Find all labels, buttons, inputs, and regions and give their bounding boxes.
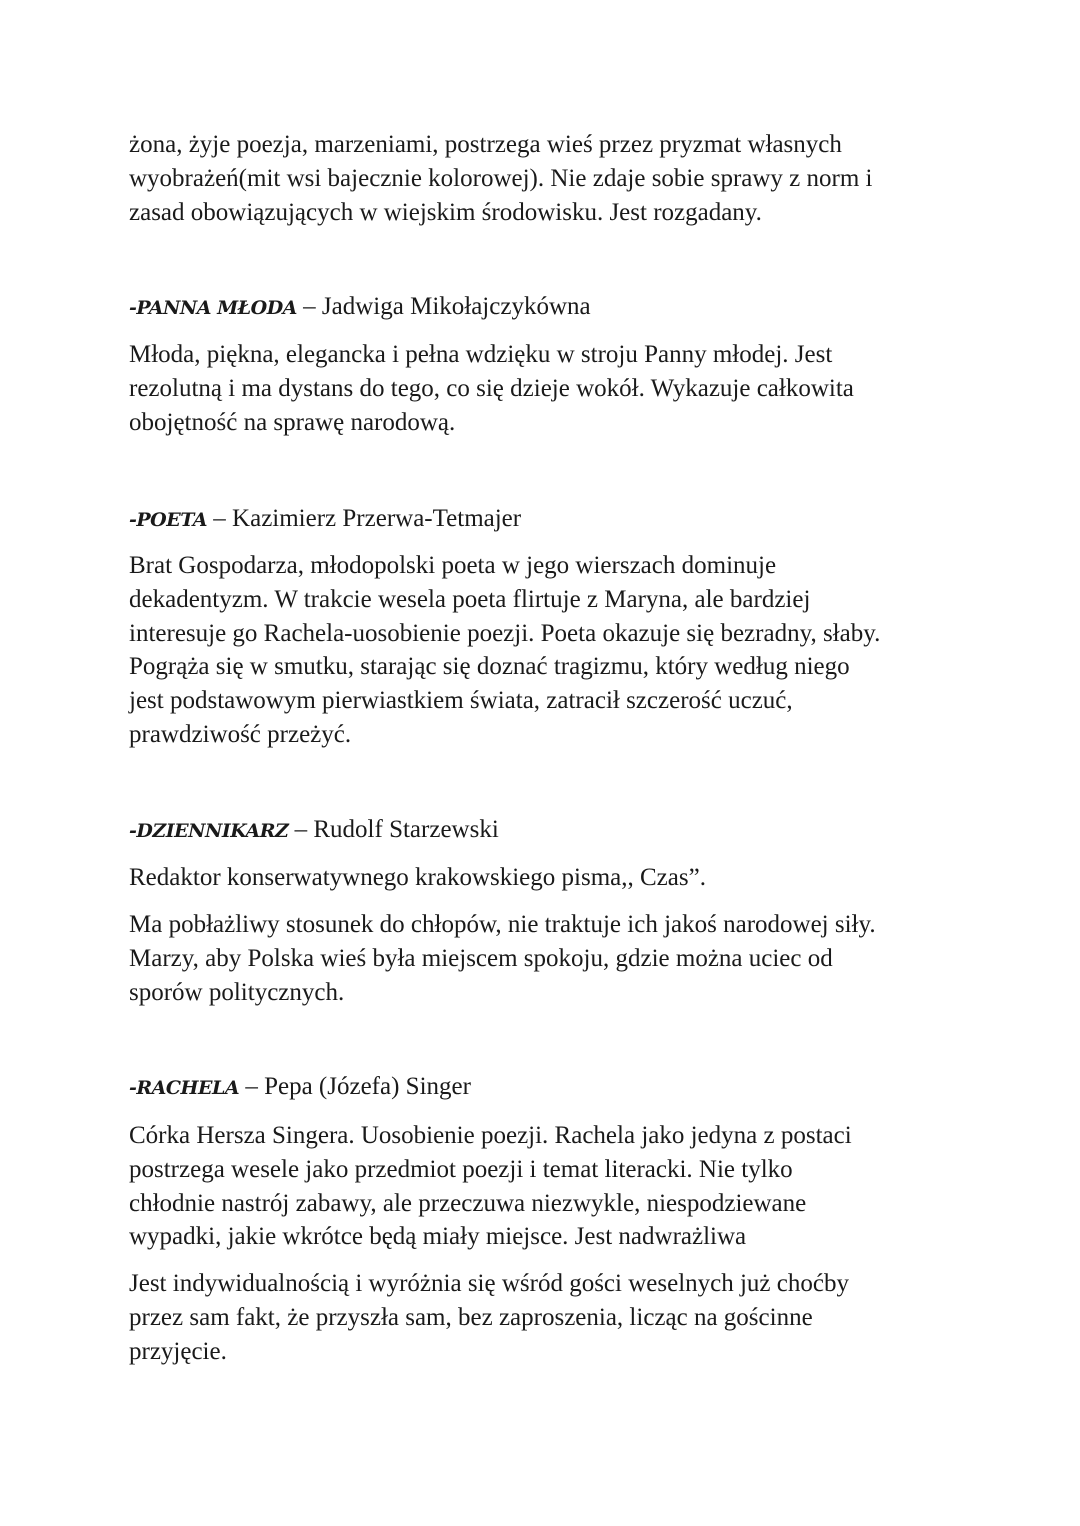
text-line: dekadentyzm. W trakcie wesela poeta flirtuje z Maryna, ale bardziej: [129, 585, 811, 613]
character-person: – Rudolf Starzewski: [288, 816, 499, 843]
character-role: -PANNA MŁODA: [129, 297, 297, 319]
text-line: wyobrażeń(mit wsi bajecznie kolorowej). Nie zdaje sobie sprawy z norm i: [129, 164, 873, 192]
text-line: sporów politycznych.: [129, 978, 345, 1006]
paragraph: [129, 549, 969, 752]
paragraph: [129, 128, 969, 229]
text-line: Marzy, aby Polska wieś była miejscem spokoju, gdzie można uciec od: [129, 944, 833, 972]
text-line: prawdziwość przeżyć.: [129, 720, 352, 748]
character-role: -POETA: [129, 509, 208, 531]
text-line: żona, żyje poezja, marzeniami, postrzega wieś przez pryzmat własnych: [129, 131, 842, 158]
text-line: Córka Hersza Singera. Uosobienie poezji. Rachela jako jedyna z postaci: [129, 1122, 852, 1149]
character-role: -DZIENNIKARZ: [129, 820, 289, 842]
text-line: jest podstawowym pierwiastkiem świata, zatracił szczerość uczuć,: [129, 687, 793, 715]
text-line: zasad obowiązujących w wiejskim środowisku. Jest rozgadany.: [129, 198, 762, 226]
character-person: – Kazimierz Przerwa-Tetmajer: [207, 505, 522, 532]
text-line: rezolutną i ma dystans do tego, co się dzieje wokół. Wykazuje całkowita: [129, 374, 854, 402]
character-heading: [129, 1070, 969, 1105]
character-heading: [129, 813, 969, 848]
text-line: przyjęcie.: [129, 1337, 227, 1365]
paragraph: [129, 338, 969, 439]
paragraph: [129, 861, 969, 895]
text-line: postrzega wesele jako przedmiot poezji i temat literacki. Nie tylko: [129, 1155, 793, 1183]
character-person: – Pepa (Józefa) Singer: [239, 1073, 471, 1100]
text-line: wypadki, jakie wkrótce będą miały miejsce. Jest nadwrażliwa: [129, 1223, 747, 1251]
character-role: -RACHELA: [129, 1077, 240, 1099]
text-line: przez sam fakt, że przyszła sam, bez zaproszenia, licząc na gościnne: [129, 1303, 813, 1331]
paragraph: [129, 1267, 969, 1368]
character-heading: [129, 502, 969, 537]
paragraph: [129, 1119, 969, 1254]
text-line: chłodnie nastrój zabawy, ale przeczuwa niezwykle, niespodziewane: [129, 1189, 807, 1217]
text-line: obojętność na sprawę narodową.: [129, 408, 456, 436]
text-line: Brat Gospodarza, młodopolski poeta w jego wierszach dominuje: [129, 552, 777, 579]
paragraph: [129, 908, 969, 1009]
text-line: Młoda, piękna, elegancka i pełna wdzięku w stroju Panny młodej. Jest: [129, 341, 833, 368]
text-line: Ma pobłażliwy stosunek do chłopów, nie traktuje ich jakoś narodowej siły.: [129, 911, 876, 938]
text-line: Pogrąża się w smutku, starając się doznać tragizmu, który według niego: [129, 653, 850, 681]
text-line: Jest indywidualnością i wyróżnia się wśród gości weselnych już choćby: [129, 1270, 849, 1297]
character-heading: [129, 290, 969, 325]
text-line: Redaktor konserwatywnego krakowskiego pisma,, Czas”.: [129, 864, 706, 891]
text-line: interesuje go Rachela-uosobienie poezji. Poeta okazuje się bezradny, słaby.: [129, 619, 881, 647]
character-person: – Jadwiga Mikołajczykówna: [296, 293, 591, 320]
